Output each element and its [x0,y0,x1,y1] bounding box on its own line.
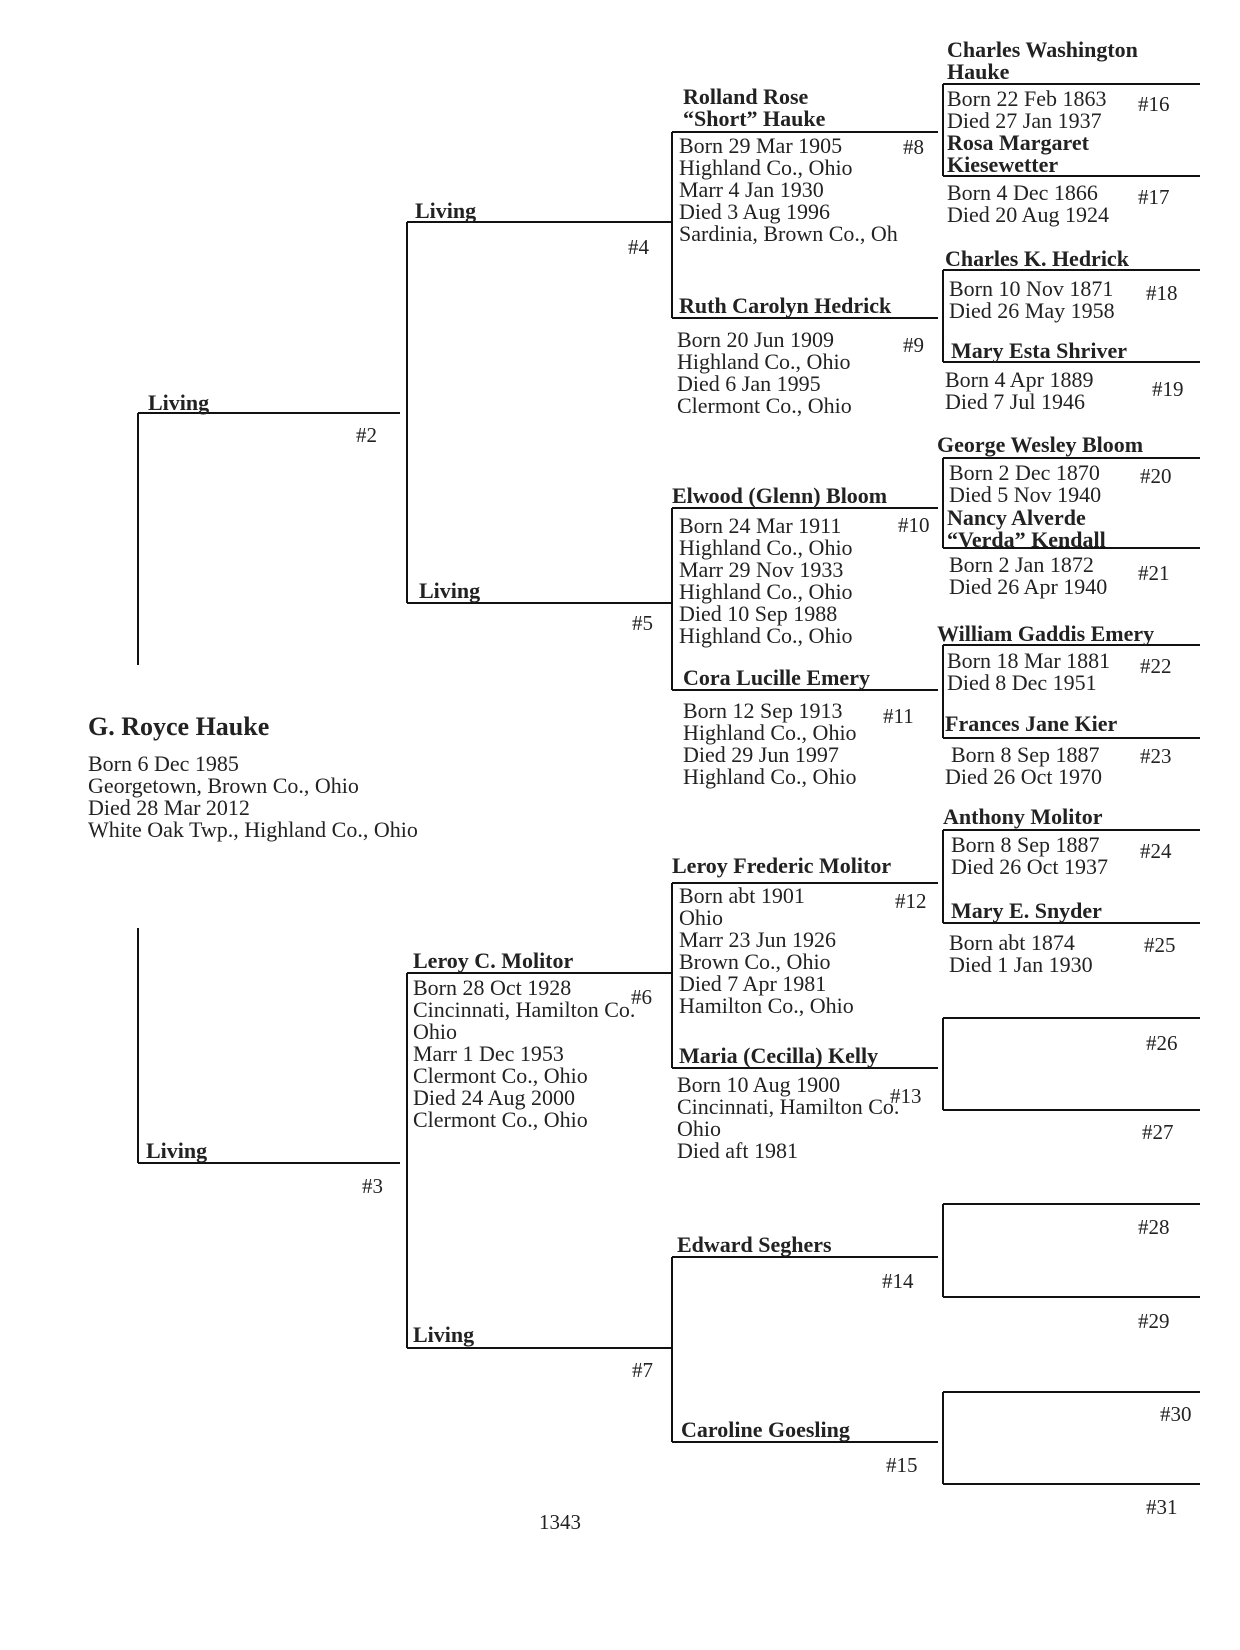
person-10-detail: Marr 29 Nov 1933 [679,557,844,582]
person-9-number: #9 [903,333,924,357]
person-6-detail: Marr 1 Dec 1953 [413,1041,564,1066]
person-16-number: #16 [1138,92,1170,116]
person-16-name-line2: Hauke [947,59,1010,84]
subject-died-place: White Oak Twp., Highland Co., Ohio [88,817,418,842]
subject-born-place: Georgetown, Brown Co., Ohio [88,773,359,798]
person-8-name: Rolland Rose [683,84,809,109]
page-number: 1343 [539,1510,581,1534]
person-12-number: #12 [895,889,927,913]
person-10-detail: Died 10 Sep 1988 [679,601,838,626]
person-4-number: #4 [628,235,649,259]
person-11-name: Cora Lucille Emery [683,665,870,690]
person-19-detail: Died 7 Jul 1946 [945,389,1085,414]
person-21-detail: Born 2 Jan 1872 [949,552,1094,577]
person-8-detail: Highland Co., Ohio [679,155,853,180]
person-25-number: #25 [1144,933,1176,957]
person-20-detail: Born 2 Dec 1870 [949,460,1100,485]
person-24-name: Anthony Molitor [943,804,1103,829]
person-8-detail: Sardinia, Brown Co., Oh [679,221,898,246]
person-5-name: Living [419,578,481,603]
person-31-number: #31 [1146,1495,1178,1519]
person-11-detail: Highland Co., Ohio [683,764,857,789]
person-20-detail: Died 5 Nov 1940 [949,482,1102,507]
person-9-detail: Highland Co., Ohio [677,349,851,374]
person-18-name: Charles K. Hedrick [945,246,1129,271]
person-6-detail: Born 28 Oct 1928 [413,975,572,1000]
person-24-detail: Born 8 Sep 1887 [951,832,1100,857]
person-17-name-line2: Kiesewetter [947,152,1059,177]
person-6-name: Leroy C. Molitor [413,948,574,973]
person-11-detail: Born 12 Sep 1913 [683,698,843,723]
person-11-detail: Highland Co., Ohio [683,720,857,745]
person-6-detail: Clermont Co., Ohio [413,1107,588,1132]
person-17-name: Rosa Margaret [947,130,1089,155]
person-22-name: William Gaddis Emery [937,621,1155,646]
person-2-number: #2 [356,423,377,447]
person-4-name: Living [415,198,477,223]
person-21-detail: Died 26 Apr 1940 [949,574,1108,599]
person-12-detail: Ohio [679,905,723,930]
person-6-detail: Cincinnati, Hamilton Co. [413,997,636,1022]
person-13-detail: Ohio [677,1116,721,1141]
person-18-number: #18 [1146,281,1178,305]
person-14-name: Edward Seghers [677,1232,832,1257]
person-9-detail: Died 6 Jan 1995 [677,371,821,396]
person-16-detail: Died 27 Jan 1937 [947,108,1102,133]
person-20-name: George Wesley Bloom [937,432,1144,457]
person-23-number: #23 [1140,744,1172,768]
person-10-name: Elwood (Glenn) Bloom [672,483,888,508]
person-7-name: Living [413,1322,475,1347]
person-23-detail: Born 8 Sep 1887 [951,742,1100,767]
person-18-detail: Born 10 Nov 1871 [949,276,1114,301]
person-20-number: #20 [1140,464,1172,488]
person-13-detail: Born 10 Aug 1900 [677,1072,841,1097]
person-10-number: #10 [898,513,930,537]
person-30-number: #30 [1160,1402,1192,1426]
person-6-number: #6 [631,985,652,1009]
person-10-detail: Highland Co., Ohio [679,535,853,560]
person-8-name-line2: “Short” Hauke [683,106,826,131]
person-24-detail: Died 26 Oct 1937 [951,854,1109,879]
person-17-detail: Born 4 Dec 1866 [947,180,1098,205]
person-27-number: #27 [1142,1120,1174,1144]
person-25-detail: Died 1 Jan 1930 [949,952,1093,977]
person-11-detail: Died 29 Jun 1997 [683,742,839,767]
subject-born: Born 6 Dec 1985 [88,751,239,776]
person-12-detail: Hamilton Co., Ohio [679,993,854,1018]
person-25-detail: Born abt 1874 [949,930,1075,955]
person-22-detail: Died 8 Dec 1951 [947,670,1097,695]
person-29-number: #29 [1138,1309,1170,1333]
person-19-name: Mary Esta Shriver [951,338,1127,363]
person-2-name: Living [148,390,210,415]
person-6-detail: Died 24 Aug 2000 [413,1085,575,1110]
person-6-detail: Clermont Co., Ohio [413,1063,588,1088]
person-16-name: Charles Washington [947,37,1138,62]
person-3-number: #3 [362,1174,383,1198]
person-25-name: Mary E. Snyder [951,898,1102,923]
person-17-number: #17 [1138,185,1170,209]
person-21-name-line2: “Verda” Kendall [947,527,1106,552]
person-13-detail: Died aft 1981 [677,1138,798,1163]
person-11-number: #11 [883,704,914,728]
person-10-detail: Highland Co., Ohio [679,579,853,604]
person-16-detail: Born 22 Feb 1863 [947,86,1107,111]
person-22-number: #22 [1140,654,1172,678]
person-10-detail: Highland Co., Ohio [679,623,853,648]
person-9-detail: Clermont Co., Ohio [677,393,852,418]
person-19-detail: Born 4 Apr 1889 [945,367,1094,392]
person-12-detail: Brown Co., Ohio [679,949,831,974]
person-9-detail: Born 20 Jun 1909 [677,327,835,352]
person-17-detail: Died 20 Aug 1924 [947,202,1109,227]
person-21-number: #21 [1138,561,1170,585]
person-19-number: #19 [1152,377,1184,401]
person-13-number: #13 [890,1084,922,1108]
person-15-number: #15 [886,1453,918,1477]
person-8-detail: Born 29 Mar 1905 [679,133,843,158]
person-26-number: #26 [1146,1031,1178,1055]
person-9-name: Ruth Carolyn Hedrick [679,293,892,318]
person-18-detail: Died 26 May 1958 [949,298,1115,323]
person-13-name: Maria (Cecilla) Kelly [679,1043,879,1068]
person-12-name: Leroy Frederic Molitor [672,853,892,878]
person-8-number: #8 [903,135,924,159]
person-13-detail: Cincinnati, Hamilton Co. [677,1094,900,1119]
person-6-detail: Ohio [413,1019,457,1044]
person-12-detail: Born abt 1901 [679,883,805,908]
person-23-detail: Died 26 Oct 1970 [945,764,1103,789]
person-24-number: #24 [1140,839,1172,863]
person-12-detail: Died 7 Apr 1981 [679,971,827,996]
person-3-name: Living [146,1138,208,1163]
person-10-detail: Born 24 Mar 1911 [679,513,842,538]
person-8-detail: Marr 4 Jan 1930 [679,177,824,202]
person-5-number: #5 [632,611,653,635]
person-14-number: #14 [882,1269,914,1293]
person-12-detail: Marr 23 Jun 1926 [679,927,837,952]
person-15-name: Caroline Goesling [681,1417,850,1442]
person-21-name: Nancy Alverde [947,505,1086,530]
subject-died: Died 28 Mar 2012 [88,795,250,820]
person-28-number: #28 [1138,1215,1170,1239]
person-22-detail: Born 18 Mar 1881 [947,648,1111,673]
person-23-name: Frances Jane Kier [945,711,1118,736]
subject-name: G. Royce Hauke [88,712,270,741]
person-8-detail: Died 3 Aug 1996 [679,199,830,224]
person-7-number: #7 [632,1358,653,1382]
